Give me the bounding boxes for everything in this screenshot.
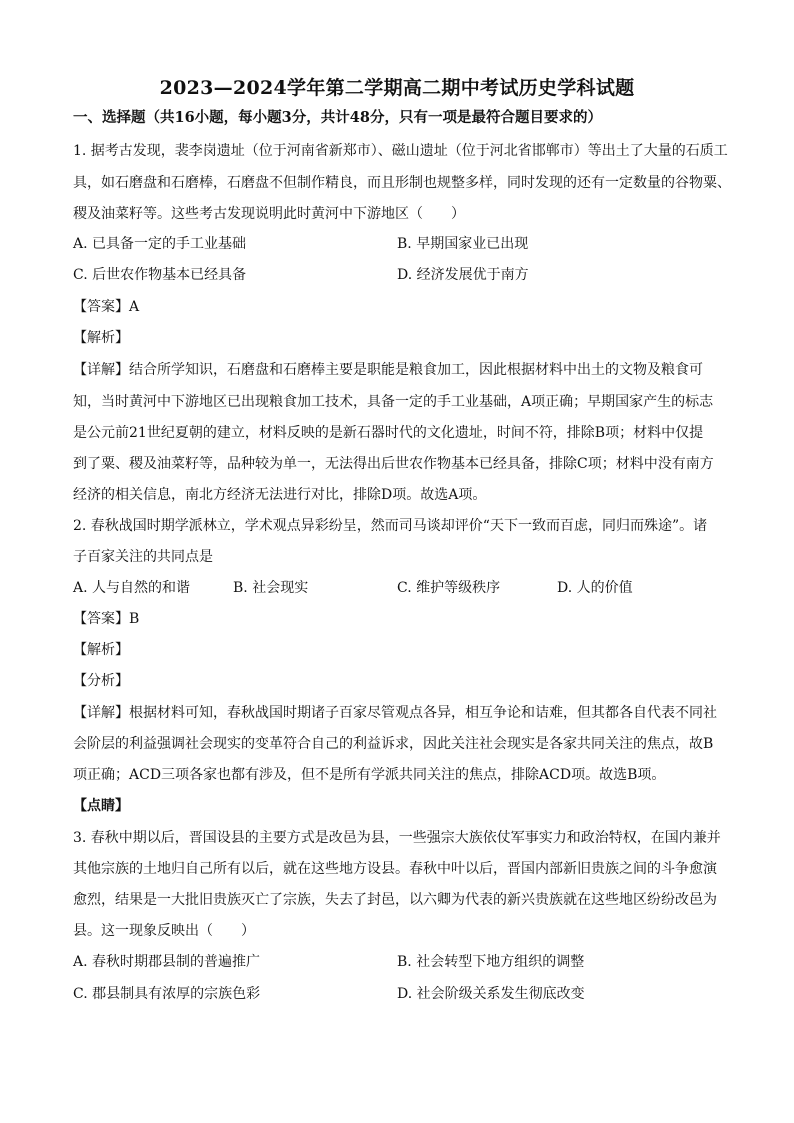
- q1-stem-line-3: 稷及油菜籽等。这些考古发现说明此时黄河中下游地区（ ）: [73, 206, 465, 222]
- q1-option-c: C. 后世农作物基本已经具备: [73, 267, 247, 283]
- q2-answer-label: 【答案】: [73, 611, 129, 627]
- q2-stem-line-1: 2. 春秋战国时期学派林立，学术观点异彩纷呈，然而司马谈却评价“天下一致而百虑，同归而殊途”。诸: [73, 518, 708, 534]
- q1-detail-line-1: [73, 360, 703, 380]
- q2-detail-label: 【详解】: [73, 705, 129, 721]
- q2-answer-value: B: [129, 611, 140, 627]
- q1-answer-value: A: [129, 299, 140, 315]
- q2-detail-line-2: 会阶层的利益强调社会现实的变革符合自己的利益诉求，因此关注社会现实是各家共同关注的焦点，故B: [73, 736, 714, 752]
- q2-answer: [73, 609, 139, 629]
- q3-option-d: D. 社会阶级关系发生彻底改变: [397, 986, 585, 1002]
- q1-detail-line-4: 到了粟、稷及油菜籽等，品种较为单一，无法得出后世农作物基本已经具备，排除C项；材料中没有南方: [73, 456, 714, 472]
- q1-option-a: A. 已具备一定的手工业基础: [73, 236, 247, 252]
- q2-stem-line-2: 子百家关注的共同点是: [73, 549, 213, 565]
- q1-detail-line-3: 是公元前21世纪夏朝的建立，材料反映的是新石器时代的文化遗址，时间不符，排除B项；材料中仅提: [73, 425, 704, 441]
- q2-dianjing-label: 【点睛】: [73, 798, 129, 814]
- q3-option-b: B. 社会转型下地方组织的调整: [397, 954, 585, 970]
- q2-analysis-label: 【解析】: [73, 642, 129, 658]
- q1-option-b: B. 早期国家业已出现: [397, 236, 529, 252]
- q3-stem-line-4: 县。这一现象反映出（ ）: [73, 923, 255, 939]
- q2-detail-text-1: 根据材料可知，春秋战国时期诸子百家尽管观点各异，相互争论和诘难，但其都各自代表不同社: [129, 705, 717, 721]
- section-heading: 一、选择题（共16小题，每小题3分，共计48分，只有一项是最符合题目要求的）: [73, 109, 602, 126]
- q3-stem-line-2: 其他宗族的土地归自己所有以后，就在这些地方设县。春秋中叶以后，晋国内部新旧贵族之间的斗争愈演: [73, 861, 717, 877]
- q1-analysis-label: 【解析】: [73, 330, 129, 346]
- q2-detail-line-3: 项正确；ACD三项各家也都有涉及，但不是所有学派共同关注的焦点，排除ACD项。故选B项。: [73, 767, 666, 783]
- q1-detail-line-5: 经济的相关信息，南北方经济无法进行对比，排除D项。故选A项。: [73, 487, 487, 503]
- q1-stem-line-1: 1. 据考古发现，裴李岗遗址（位于河南省新郑市）、磁山遗址（位于河北省邯郸市）等出土了大量的石质工: [73, 143, 728, 159]
- q3-stem-line-3: 愈烈，结果是一大批旧贵族灭亡了宗族，失去了封邑，以六卿为代表的新兴贵族就在这些地区纷纷改邑为: [73, 892, 717, 908]
- q2-option-c: C. 维护等级秩序: [397, 580, 501, 596]
- q2-detail-line-1: [73, 703, 717, 723]
- q2-fenxi-label: 【分析】: [73, 673, 129, 689]
- q2-option-d: D. 人的价值: [557, 580, 633, 596]
- q1-answer: [73, 297, 139, 317]
- q1-stem-line-2: 具，如石磨盘和石磨棒，石磨盘不但制作精良，而且形制也规整多样，同时发现的还有一定数量的谷物粟、: [73, 175, 731, 191]
- q1-detail-label: 【详解】: [73, 362, 129, 378]
- page-title: 2023—2024学年第二学期高二期中考试历史学科试题: [159, 77, 635, 99]
- q2-option-a: A. 人与自然的和谐: [73, 580, 191, 596]
- q1-option-d: D. 经济发展优于南方: [397, 267, 529, 283]
- q3-option-a: A. 春秋时期郡县制的普遍推广: [73, 954, 261, 970]
- q1-detail-text-1: 结合所学知识，石磨盘和石磨棒主要是职能是粮食加工，因此根据材料中出土的文物及粮食可: [129, 362, 703, 378]
- q2-option-b: B. 社会现实: [233, 580, 309, 596]
- q3-stem-line-1: 3. 春秋中期以后，晋国设县的主要方式是改邑为县，一些强宗大族依仗军事实力和政治特权，在国内兼并: [73, 830, 721, 846]
- q3-option-c: C. 郡县制具有浓厚的宗族色彩: [73, 986, 261, 1002]
- q1-answer-label: 【答案】: [73, 299, 129, 315]
- q1-detail-line-2: 知，当时黄河中下游地区已出现粮食加工技术，具备一定的手工业基础，A项正确；早期国家产生的标志: [73, 394, 714, 410]
